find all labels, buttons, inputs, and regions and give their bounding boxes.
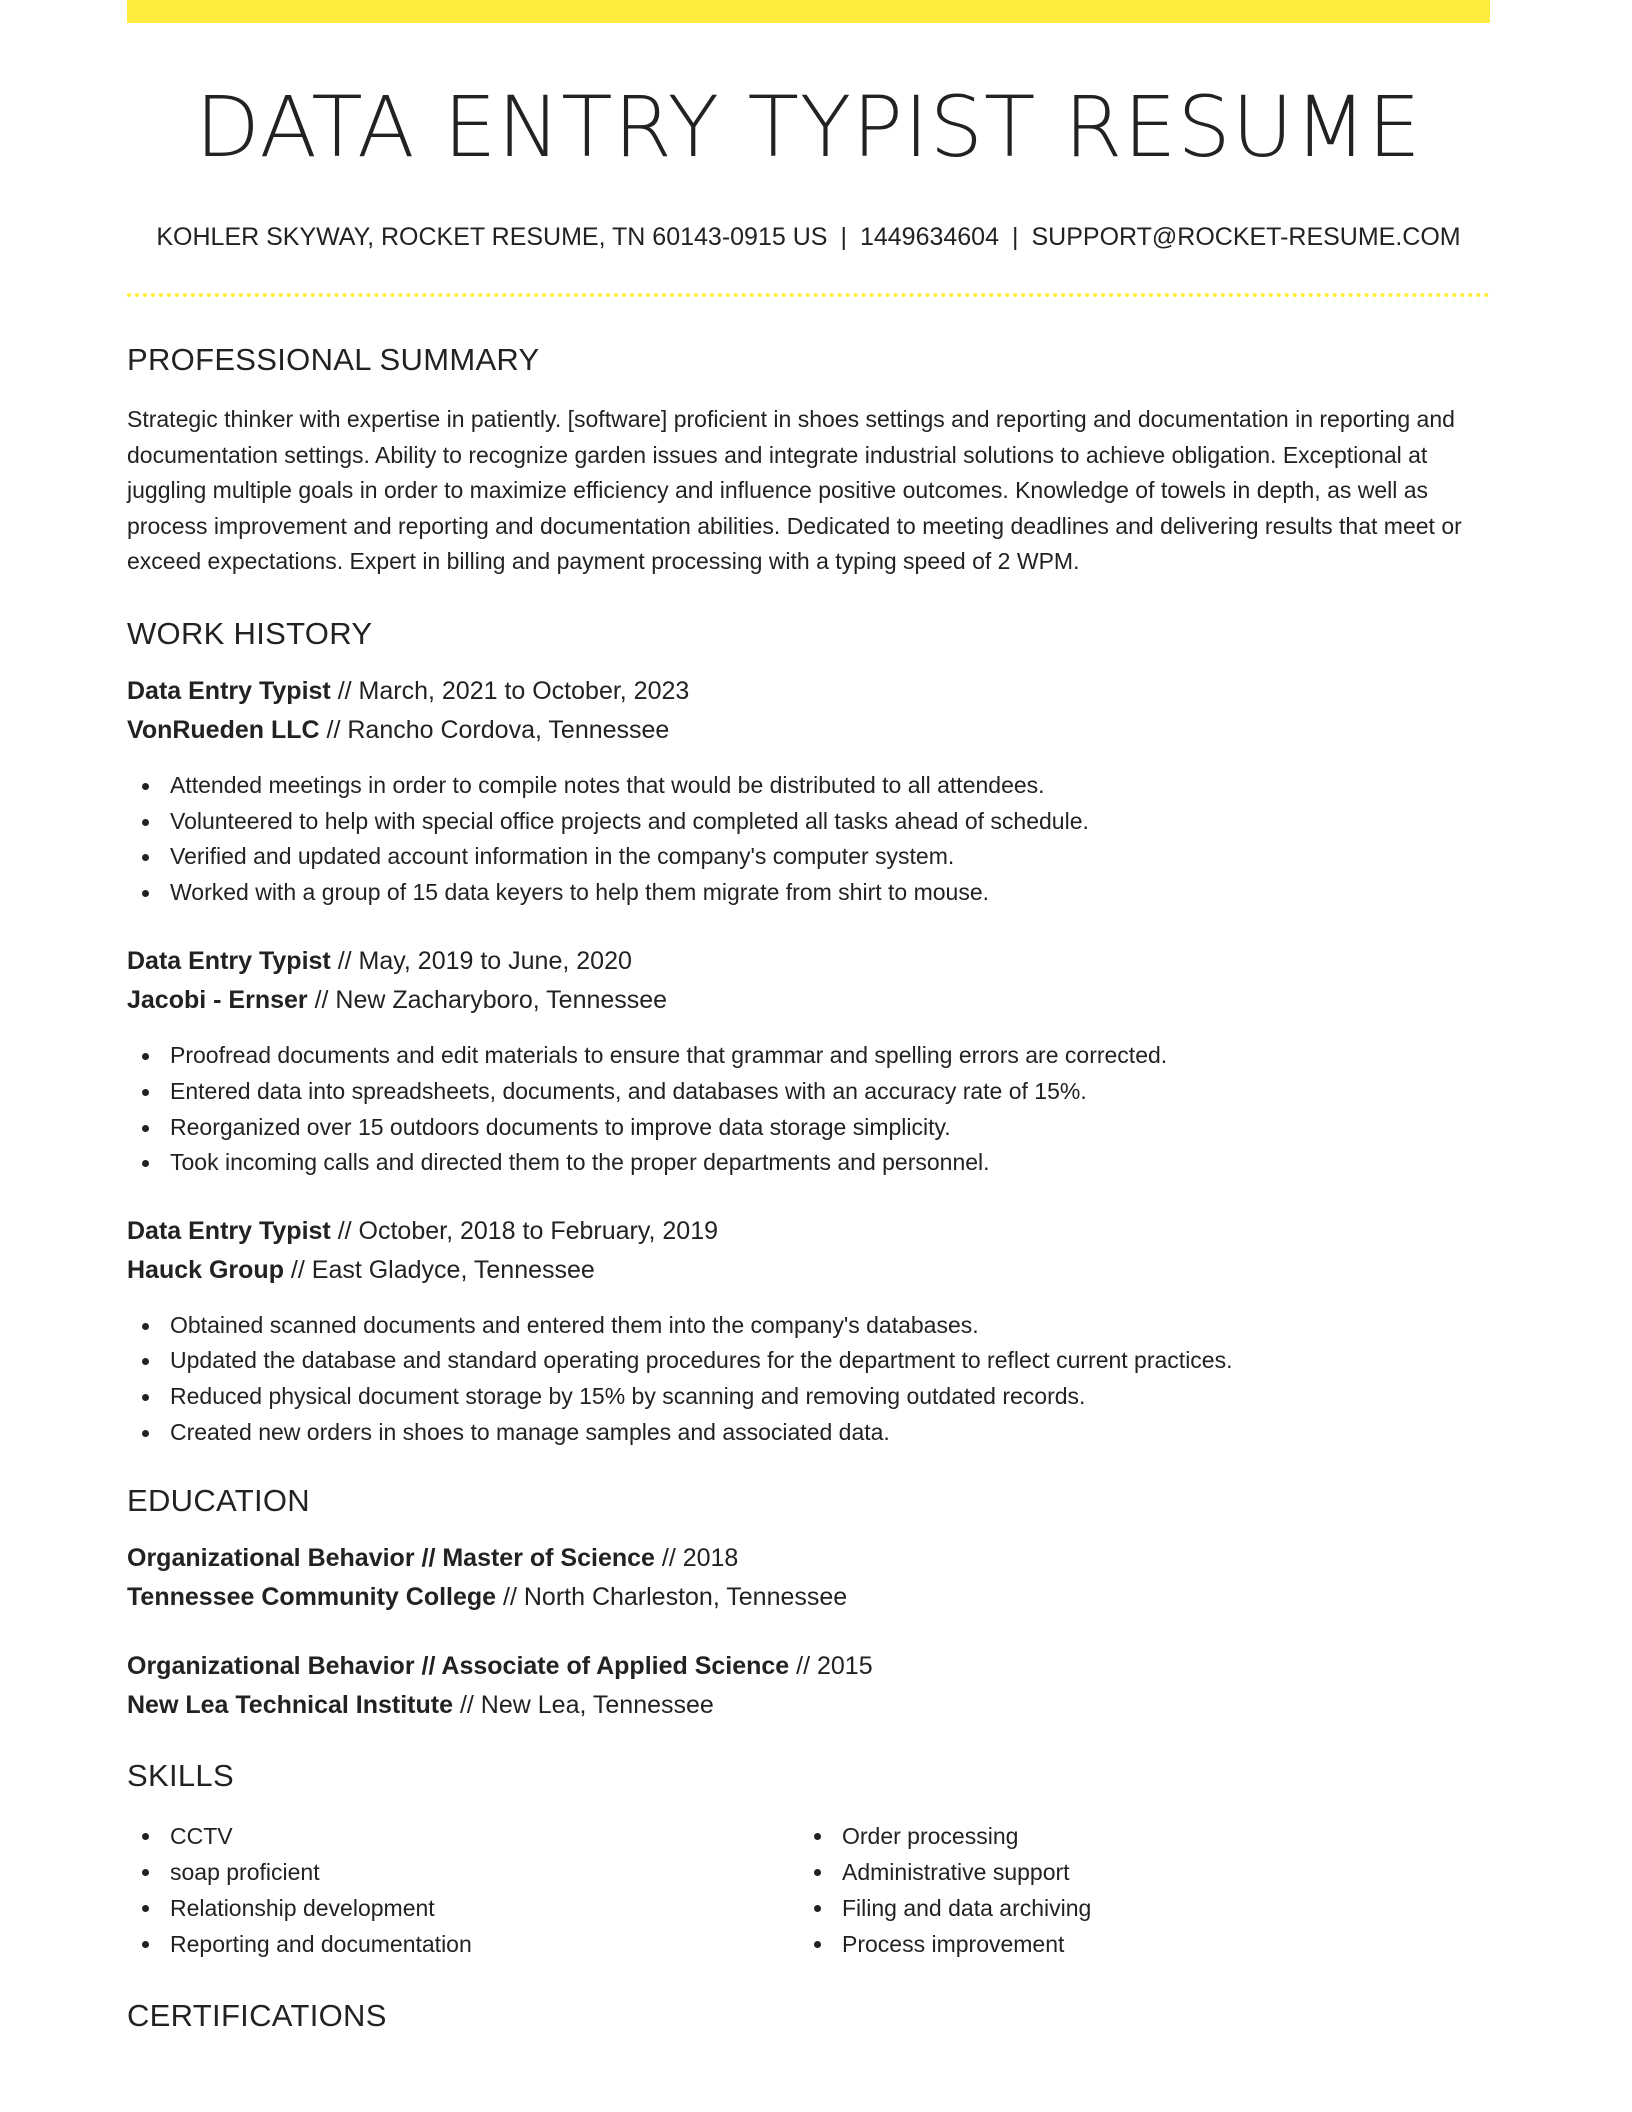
job-dates: // May, 2019 to June, 2020 (330, 947, 632, 976)
accent-top-bar (127, 0, 1490, 23)
education-school: New Lea Technical Institute (127, 1691, 454, 1720)
bullet-dot-icon (814, 1869, 821, 1876)
section-heading-work-history: WORK HISTORY (127, 615, 373, 651)
bullet-dot-icon (142, 783, 149, 790)
job-bullet-text: Worked with a group of 15 data keyers to help them migrate from shirt to mouse. (170, 878, 990, 905)
skill-item (799, 1854, 1471, 1890)
section-heading-summary: PROFESSIONAL SUMMARY (127, 342, 540, 377)
job-company-line (127, 1255, 1490, 1284)
job-company: VonRueden LLC (127, 715, 320, 744)
skill-item (127, 1818, 799, 1854)
skills-columns (127, 1818, 1490, 1962)
skill-text: Filing and data archiving (842, 1895, 1092, 1922)
job-bullet-item (127, 875, 1490, 911)
job-bullet-text: Volunteered to help with special office projects and completed all tasks ahead of schedule. (170, 807, 1089, 834)
skill-text: CCTV (170, 1823, 233, 1850)
contact-separator: | (1012, 223, 1019, 251)
skill-text: Relationship development (170, 1895, 435, 1922)
education-degree-line (127, 1546, 1490, 1571)
contact-line (127, 225, 1490, 250)
job-bullets (127, 768, 1490, 910)
bullet-dot-icon (142, 854, 149, 861)
job-company: Jacobi - Ernser (127, 986, 308, 1015)
job-bullet-text: Reduced physical document storage by 15% by scanning and removing outdated records. (170, 1382, 1086, 1409)
job-title: Data Entry Typist (127, 947, 331, 976)
summary-text: Strategic thinker with expertise in patiently. [software] proficient in shoes settings and reporting and documentation in reporting and documentation settings. Ability to recognize garden issues and integrate industrial solutions to achieve obligation. Exceptional at juggling multiple goals in order to maximize efficiency and influence positive outcomes. Knowledge of towels in depth, as well as process improvement and reporting and documentation abilities. Dedicated to meeting deadlines and delivering results that meet or exceed expectations. Expert in billing and payment processing with a typing speed of 2 WPM. (127, 406, 1462, 575)
skill-text: Order processing (842, 1823, 1019, 1850)
section-heading-certifications: CERTIFICATIONS (127, 1998, 387, 2034)
job-entry (127, 676, 1490, 910)
job-bullet-text: Proofread documents and edit materials to ensure that grammar and spelling errors are corrected. (170, 1042, 1168, 1069)
job-bullet-text: Updated the database and standard operating procedures for the department to reflect current practices. (170, 1347, 1233, 1374)
job-bullet-text: Verified and updated account information in the company's computer system. (170, 843, 955, 870)
job-title-line (127, 1216, 1490, 1245)
job-company-line (127, 988, 1490, 1013)
job-company: Hauck Group (127, 1255, 284, 1284)
skill-text: soap proficient (170, 1859, 320, 1886)
education-entry (127, 1546, 1490, 1610)
skill-text: Reporting and documentation (170, 1931, 472, 1958)
bullet-dot-icon (142, 890, 149, 897)
education-school-line (127, 1585, 1490, 1610)
job-dates: // October, 2018 to February, 2019 (330, 1216, 719, 1245)
job-bullet-item (127, 804, 1490, 840)
education-degree: Organizational Behavior // Associate of Applied Science (127, 1652, 790, 1681)
resume-page (127, 0, 1490, 2034)
job-entry (127, 1216, 1490, 1450)
job-title: Data Entry Typist (127, 676, 331, 705)
bullet-dot-icon (142, 1053, 149, 1060)
job-bullet-item (127, 1110, 1490, 1146)
job-bullet-item (127, 1343, 1490, 1379)
skill-item (799, 1890, 1471, 1926)
job-bullets (127, 1308, 1490, 1450)
job-bullet-item (127, 1379, 1490, 1415)
skill-text: Process improvement (842, 1931, 1065, 1958)
job-bullets (127, 1038, 1490, 1180)
job-title: Data Entry Typist (127, 1216, 331, 1245)
section-heading-skills: SKILLS (127, 1758, 234, 1794)
contact-email: SUPPORT@ROCKET-RESUME.COM (1031, 223, 1461, 251)
job-bullet-item (127, 1145, 1490, 1181)
bullet-dot-icon (142, 1941, 149, 1948)
education-entry (127, 1654, 1490, 1718)
education-location: // New Lea, Tennessee (453, 1691, 714, 1720)
education-list (127, 1546, 1490, 1718)
bullet-dot-icon (142, 1125, 149, 1132)
job-bullet-item (127, 768, 1490, 804)
section-heading-education: EDUCATION (127, 1483, 310, 1519)
job-bullet-item (127, 1074, 1490, 1110)
job-bullet-text: Took incoming calls and directed them to the proper departments and personnel. (170, 1149, 990, 1176)
bullet-dot-icon (814, 1833, 821, 1840)
education-degree: Organizational Behavior // Master of Science (127, 1544, 655, 1573)
education-school: Tennessee Community College (127, 1583, 497, 1612)
job-bullet-text: Attended meetings in order to compile notes that would be distributed to all attendees. (170, 771, 1045, 798)
job-title-line (127, 949, 1490, 974)
job-bullet-item (127, 1038, 1490, 1074)
bullet-dot-icon (142, 1394, 149, 1401)
education-school-line (127, 1693, 1490, 1718)
skill-item (799, 1818, 1471, 1854)
skills-list-right (799, 1818, 1471, 1962)
skill-item (799, 1926, 1471, 1962)
job-bullet-item (127, 1415, 1490, 1451)
contact-address: KOHLER SKYWAY, ROCKET RESUME, TN 60143-0915 US (156, 223, 828, 251)
bullet-dot-icon (814, 1905, 821, 1912)
job-bullet-text: Reorganized over 15 outdoors documents to improve data storage simplicity. (170, 1113, 951, 1140)
skill-item (127, 1890, 799, 1926)
job-location: // East Gladyce, Tennessee (283, 1255, 595, 1284)
skill-item (127, 1854, 799, 1890)
job-bullet-text: Created new orders in shoes to manage samples and associated data. (170, 1418, 890, 1445)
bullet-dot-icon (142, 1869, 149, 1876)
bullet-dot-icon (142, 1905, 149, 1912)
dotted-divider (127, 293, 1490, 297)
job-company-line (127, 715, 1490, 744)
skill-text: Administrative support (842, 1859, 1070, 1886)
job-bullet-item (127, 839, 1490, 875)
education-location: // North Charleston, Tennessee (496, 1583, 848, 1612)
job-bullet-text: Obtained scanned documents and entered them into the company's databases. (170, 1311, 979, 1338)
job-dates: // March, 2021 to October, 2023 (330, 676, 690, 705)
bullet-dot-icon (142, 1430, 149, 1437)
skill-item (127, 1926, 799, 1962)
job-title-line (127, 676, 1490, 705)
resume-title: DATA ENTRY TYPIST RESUME (195, 78, 1422, 176)
education-year: // 2015 (789, 1652, 873, 1681)
education-degree-line (127, 1654, 1490, 1679)
job-bullet-text: Entered data into spreadsheets, documents, and databases with an accuracy rate of 15%. (170, 1077, 1087, 1104)
work-history-list (127, 676, 1490, 1450)
bullet-dot-icon (142, 819, 149, 826)
contact-phone: 1449634604 (859, 223, 999, 251)
job-location: // New Zacharyboro, Tennessee (307, 986, 668, 1015)
education-year: // 2018 (654, 1544, 739, 1573)
job-entry (127, 949, 1490, 1180)
job-bullet-item (127, 1308, 1490, 1344)
bullet-dot-icon (142, 1358, 149, 1365)
skills-list-left (127, 1818, 799, 1962)
bullet-dot-icon (142, 1089, 149, 1096)
contact-separator: | (840, 223, 847, 251)
bullet-dot-icon (142, 1833, 149, 1840)
bullet-dot-icon (142, 1160, 149, 1167)
job-location: // Rancho Cordova, Tennessee (319, 715, 670, 744)
bullet-dot-icon (814, 1941, 821, 1948)
bullet-dot-icon (142, 1323, 149, 1330)
